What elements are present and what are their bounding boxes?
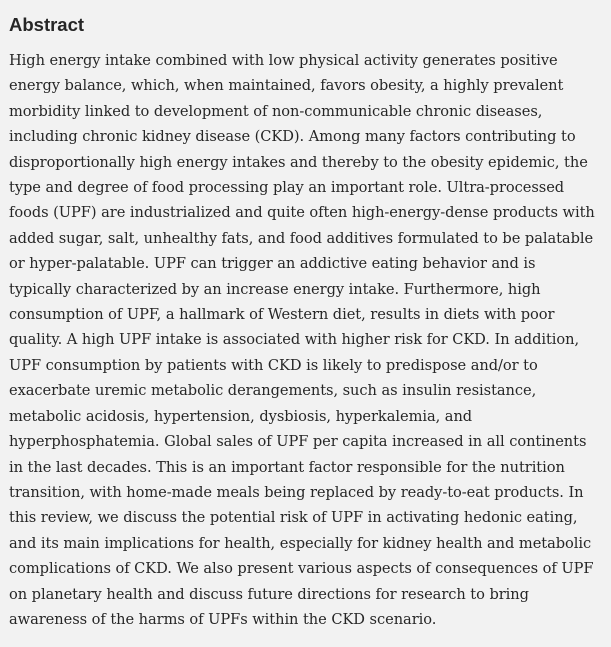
abstract-body-text: High energy intake combined with low physical activity generates positive energy balance, which, when maintained, favors obesity, a highly prevalent morbidity linked to development of non-communicable chronic diseases, including chronic kidney disease (CKD). Among many factors contributing to disproportionally high energy intakes and thereby to the obesity epidemic, the type and degree of food processing play an important role. Ultra-processed foods (UPF) are industrialized and quite often high-energy-dense products with added sugar, salt, unhealthy fats, and food additives formulated to be palatable or hyper-palatable. UPF can trigger an addictive eating behavior and is typically characterized by an increase energy intake. Furthermore, high consumption of UPF, a hallmark of Western diet, results in diets with poor quality. A high UPF intake is associated with higher risk for CKD. In addition, UPF consumption by patients with CKD is likely to predispose and/or to exacerbate uremic metabolic derangements, such as insulin resistance, metabolic acidosis, hypertension, dysbiosis, hyperkalemia, and hyperphosphatemia. Global sales of UPF per capita increased in all continents in the last decades. This is an important factor responsible for the nutrition transition, with home-made meals being replaced by ready-to-eat products. In this review, we discuss the potential risk of UPF in activating hedonic eating, and its main implications for health, especially for kidney health and metabolic complications of CKD. We also present various aspects of consequences of UPF on planetary health and discuss future directions for research to bring awareness of the harms of UPFs within the CKD scenario.	[9, 52, 595, 628]
abstract-heading: Abstract	[9, 14, 85, 35]
